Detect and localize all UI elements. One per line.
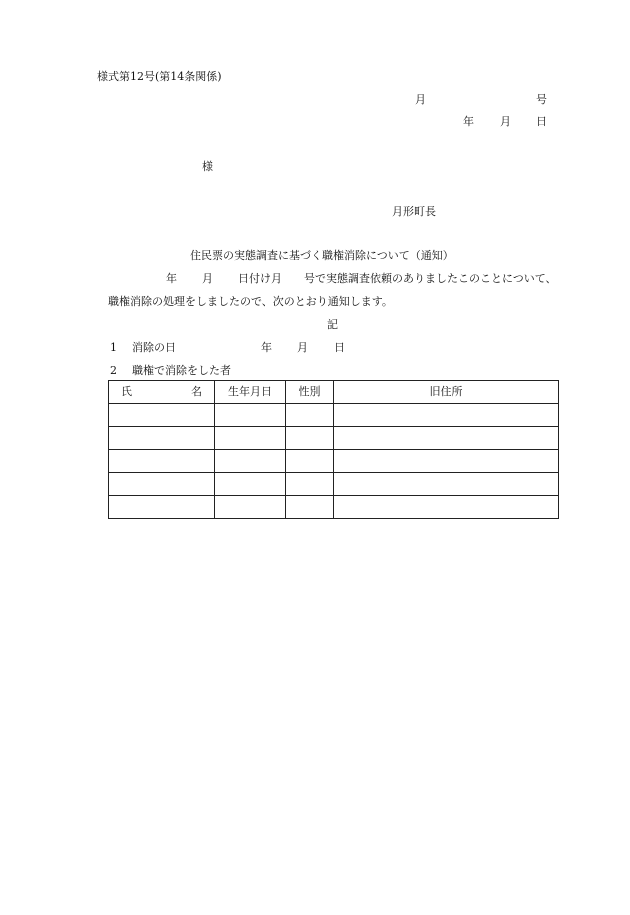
reference-month: 月 xyxy=(415,93,426,106)
cell-name xyxy=(109,473,215,496)
body-line2-text: 職権消除の処理をしましたので、次のとおり通知します。 xyxy=(108,295,393,308)
body-line1-month: 月 xyxy=(202,272,213,285)
date-month: 月 xyxy=(500,115,511,128)
notice-title: 住民票の実態調査に基づく職権消除について（通知） xyxy=(190,249,454,262)
cell-former-address xyxy=(334,473,559,496)
cell-sex xyxy=(286,450,334,473)
reference-number-label: 号 xyxy=(536,93,547,106)
table-header-row xyxy=(109,381,559,404)
date-year: 年 xyxy=(463,115,474,128)
item1-day: 日 xyxy=(334,341,345,354)
cell-former-address xyxy=(334,427,559,450)
cell-sex xyxy=(286,427,334,450)
header-sex: 性別 xyxy=(286,381,334,404)
body-line1-text: 日付け月 号で実態調査依頼のありましたこのことについて、 xyxy=(238,272,557,285)
table-row xyxy=(109,404,559,427)
cell-birthdate xyxy=(215,450,286,473)
cell-former-address xyxy=(334,404,559,427)
header-name xyxy=(109,381,215,404)
item2-number: 2 xyxy=(110,364,117,377)
date-day: 日 xyxy=(536,115,547,128)
table-row xyxy=(109,427,559,450)
cell-name xyxy=(109,427,215,450)
form-number: 様式第12号(第14条関係) xyxy=(97,70,222,83)
removed-persons-table xyxy=(108,380,559,519)
addressee-suffix: 様 xyxy=(202,160,213,173)
ki-heading: 記 xyxy=(327,318,338,331)
table-row xyxy=(109,450,559,473)
header-name-second: 名 xyxy=(191,385,202,398)
item1-number: 1 xyxy=(110,341,117,354)
header-name-first: 氏 xyxy=(121,385,132,398)
body-line1-year: 年 xyxy=(166,272,177,285)
cell-birthdate xyxy=(215,427,286,450)
cell-former-address xyxy=(334,450,559,473)
item1-year: 年 xyxy=(261,341,272,354)
item1-label: 消除の日 xyxy=(132,341,176,354)
cell-birthdate xyxy=(215,473,286,496)
header-former-address: 旧住所 xyxy=(334,381,559,404)
table-row xyxy=(109,473,559,496)
cell-former-address xyxy=(334,496,559,519)
cell-name xyxy=(109,404,215,427)
header-birthdate: 生年月日 xyxy=(215,381,286,404)
item1-month: 月 xyxy=(297,341,308,354)
cell-birthdate xyxy=(215,404,286,427)
item2-label: 職権で消除をした者 xyxy=(132,364,231,377)
cell-birthdate xyxy=(215,496,286,519)
cell-sex xyxy=(286,496,334,519)
cell-sex xyxy=(286,404,334,427)
cell-name xyxy=(109,450,215,473)
table-row xyxy=(109,496,559,519)
issuer-name: 月形町長 xyxy=(392,205,436,218)
cell-name xyxy=(109,496,215,519)
cell-sex xyxy=(286,473,334,496)
